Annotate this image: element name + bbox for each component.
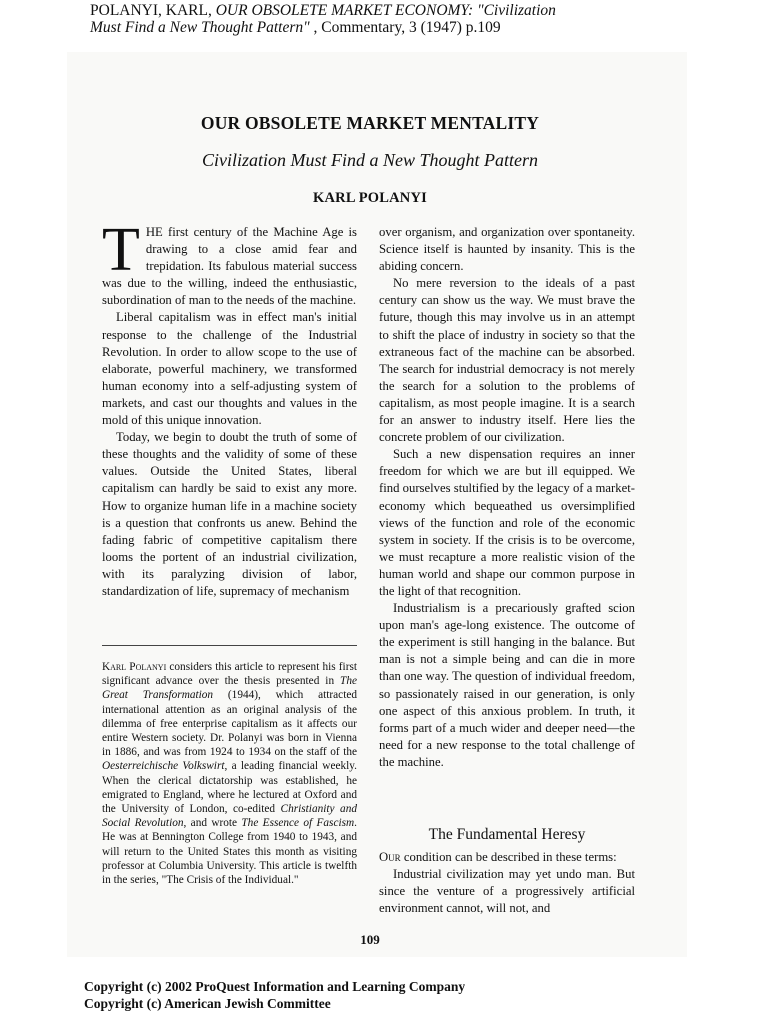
copyright-line-1: Copyright (c) 2002 ProQuest Information and Learning Company (84, 979, 466, 994)
paragraph: over organism, and organization over spontaneity. Science itself is haunted by insanity. This is the abiding concern. (379, 225, 635, 274)
paragraph: THE first century of the Machine Age is drawing to a close amid fear and trepidation. Its fabulous material success was due to the willing, indeed the enthusiastic, subordination of man to the needs of the machine. (102, 216, 357, 308)
drop-cap: T (102, 216, 140, 284)
citation-source: , Commentary, 3 (1947) p.109 (309, 19, 501, 36)
copyright-notice (84, 978, 465, 1012)
section-body (379, 849, 635, 917)
section-heading: The Fundamental Heresy (428, 826, 586, 843)
paragraph: No mere reversion to the ideals of a past century can show us the way. We must brave the future, though this may involve us in an attempt to shift the place of industry in society so that the extraneous fact of the machine can be absorbed. The search for industrial democracy is not merely the search for a solution to the problems of capitalism, as most people imagine. It is a search for an answer to industry itself. Here lies the concrete problem of our civilization. (379, 276, 635, 445)
bio-divider (102, 645, 357, 646)
copyright-line-2: Copyright (c) American Jewish Committee (84, 996, 331, 1011)
paragraph: Such a new dispensation requires an inner freedom for which we are but ill equipped. We find ourselves stultified by the legacy of a market-economy which bequeathed us oversimplified views of the function and role of the economic system in society. If the crisis is to be overcome, we must recapture a more realistic vision of the human world and shape our common purpose in the light of that recognition. (379, 447, 635, 598)
article-subtitle: Civilization Must Find a New Thought Pattern (201, 150, 538, 170)
page-number: 109 (360, 932, 380, 947)
paragraph: Our condition can be described in these terms: (379, 850, 617, 864)
citation-title-1: OUR OBSOLETE MARKET ECONOMY: "Civilization (215, 2, 556, 19)
citation-header (90, 2, 650, 36)
article-title: OUR OBSOLETE MARKET MENTALITY (200, 113, 540, 133)
citation-author: POLANYI, KARL, (90, 2, 216, 19)
paragraph: Industrialism is a precariously grafted scion upon man's age-long existence. The outcome of the experiment is still hanging in the balance. But man is not a simple being and can die in more than one way. The question of individual freedom, so passionately raised in our generation, is only one aspect of this anxious problem. In truth, it forms part of a much wider and deeper need—the need for a new response to the total challenge of the machine. (379, 601, 635, 769)
paragraph: Liberal capitalism was in effect man's initial response to the challenge of the Industrial Revolution. In order to allow scope to the use of elaborate, powerful machinery, we transformed human economy into a self-adjusting system of markets, and cast our thoughts and values in the mold of this unique innovation. (102, 310, 357, 428)
citation-title-2: Must Find a New Thought Pattern" (90, 19, 310, 36)
right-column (379, 224, 635, 771)
left-column (102, 216, 357, 600)
paragraph: Industrial civilization may yet undo man. But since the venture of a progressively artificial environment cannot, will not, and (379, 867, 635, 916)
bio-name: Karl Polanyi (102, 661, 167, 673)
paragraph: Today, we begin to doubt the truth of some of these thoughts and the validity of some of these values. Outside the United States, liberal capitalism can hardly be said to exist any more. How to organize human life in a machine society is a question that confronts us anew. Behind the fading fabric of competitive capitalism there looms the portent of an industrial civilization, with its paralyzing division of labor, standardization of life, supremacy of mechanism (102, 430, 357, 598)
article-author: KARL POLANYI (313, 190, 427, 206)
author-bio: Karl Polanyi considers this article to represent his first significant advance over the thesis presented in The Great Transformation (1944), which attracted international attention as an original analysis of the dilemma of free enterprise capitalism as it affects our entire Western society. Dr. Polanyi was born in Vienna in 1886, and was from 1924 to 1934 on the staff of the Oesterreichische Volkswirt, a leading financial weekly. When the clerical dictatorship was established, he emigrated to England, where he lectured at Oxford and the University of London, co-edited Christianity and Social Revolution, and wrote The Essence of Fascism. He was at Bennington College from 1940 to 1943, and will return to the United States this month as visiting professor at Columbia University. This article is twelfth in the series, "The Crisis of the Individual." (102, 661, 357, 887)
